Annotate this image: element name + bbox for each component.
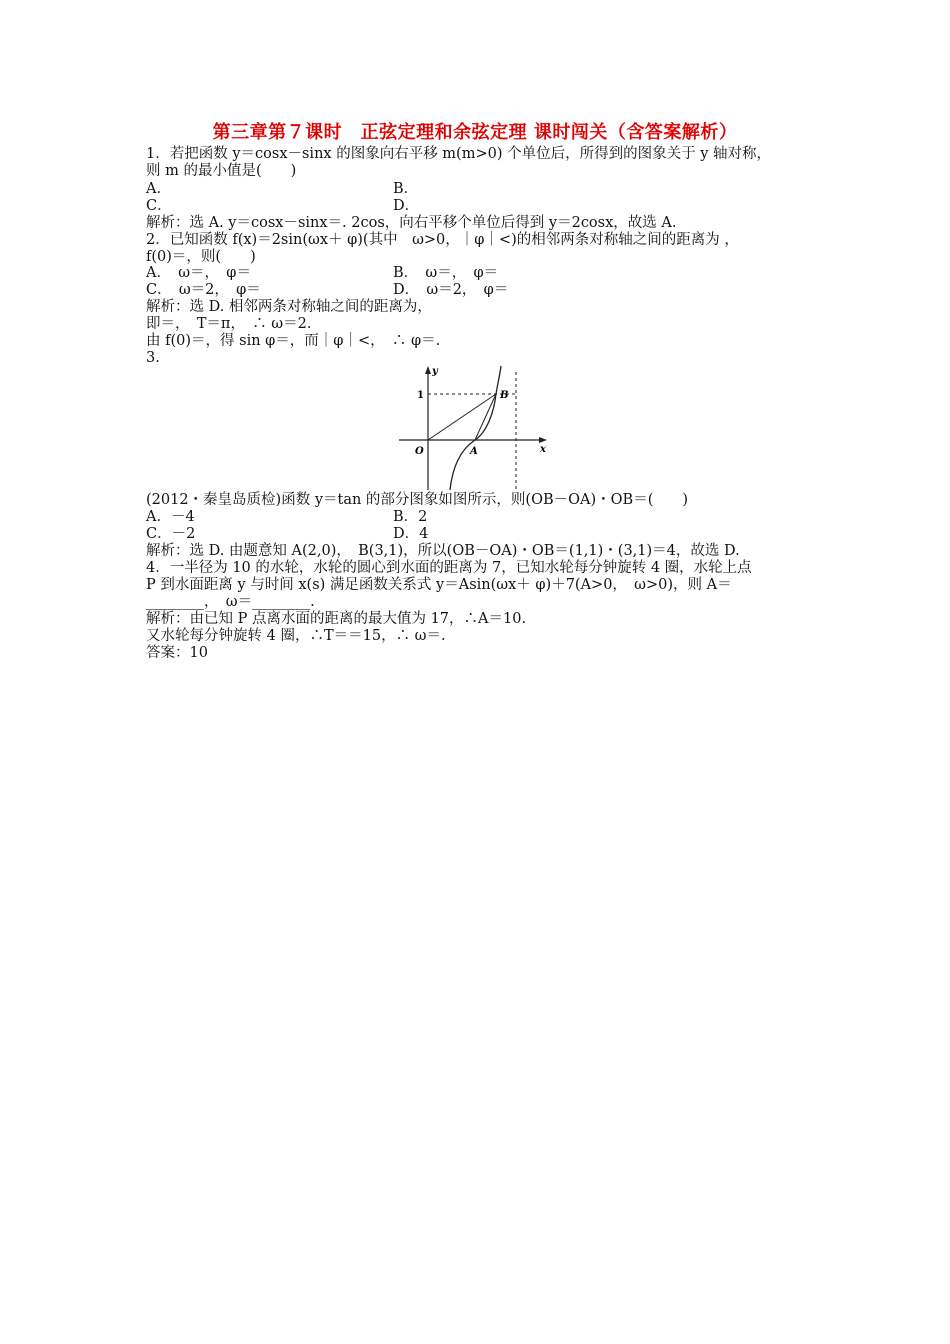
q4-solution-2: 又水轮每分钟旋转 4 圈，∴T＝＝15，∴ ω＝. [146, 628, 446, 644]
q2-option-b: B． ω＝， φ＝ [393, 265, 499, 281]
q1-option-c: C． [146, 198, 172, 214]
q1-option-d: D． [393, 198, 420, 214]
q2-solution-1: 解析：选 D. 相邻两条对称轴之间的距离为， [146, 299, 432, 315]
q3-option-b: B．2 [393, 509, 428, 525]
page-title: 第三章第７课时 正弦定理和余弦定理 课时闯关（含答案解析） [212, 122, 738, 143]
y-axis-arrow-icon [425, 366, 431, 374]
q2-line-1: 2．已知函数 f(x)＝2sin(ωx＋ φ)(其中 ω>0，｜φ｜<)的相邻两条对称轴之间的距离为 ， [146, 232, 739, 248]
q3-number: 3. [146, 350, 160, 366]
q4-line-2: P 到水面距离 y 与时间 x(s) 满足函数关系式 y＝Asin(ωx＋ φ)＋7(A>0， ω>0)，则 A＝ [146, 577, 732, 593]
tangent-graph-figure [395, 362, 555, 494]
q3-option-c: C．－2 [146, 526, 196, 542]
q1-solution: 解析：选 A. y＝cosx－sinx＝. 2cos，向右平移个单位后得到 y＝2cosx，故选 A. [146, 215, 677, 231]
origin-label: O [415, 446, 424, 457]
q2-solution-2: 即＝， T＝π， ∴ ω＝2. [146, 316, 312, 332]
q1-line-1: 1．若把函数 y＝cosx－sinx 的图象向右平移 m(m>0) 个单位后，所得到的图象关于 y 轴对称， [146, 146, 772, 162]
q3-line-1: (2012・秦皇岛质检)函数 y＝tan 的部分图象如图所示，则(OB－OA)・OB＝( ) [146, 492, 689, 508]
point-b-label: B [500, 390, 509, 401]
q4-answer: 答案：10 [146, 645, 208, 661]
q1-line-2: 则 m 的最小值是( ) [146, 163, 297, 179]
y-axis-label: y [432, 366, 438, 377]
q2-option-d: D． ω＝2， φ＝ [393, 282, 509, 298]
x-axis-label: x [540, 444, 546, 455]
q1-option-a: A． [146, 181, 171, 197]
q2-option-a: A． ω＝， φ＝ [146, 265, 251, 281]
tangent-curve [450, 366, 501, 490]
q2-line-2: f(0)＝，则( ) [146, 249, 256, 265]
q2-solution-3: 由 f(0)＝，得 sin φ＝，而｜φ｜<， ∴ φ＝. [146, 333, 441, 349]
q2-option-c: C． ω＝2， φ＝ [146, 282, 261, 298]
point-a-label: A [470, 446, 478, 457]
tick-label-1: 1 [417, 390, 424, 401]
x-axis-arrow-icon [539, 437, 547, 443]
q4-line-1: 4．一半径为 10 的水轮，水轮的圆心到水面的距离为 7，已知水轮每分钟旋转 4 圈，水轮上点 [146, 560, 752, 576]
q4-solution-1: 解析：由已知 P 点离水面的距离的最大值为 17，∴A＝10. [146, 611, 527, 627]
q3-option-d: D．4 [393, 526, 429, 542]
q3-solution: 解析：选 D. 由题意知 A(2,0)， B(3,1)，所以(OB－OA)・OB＝(1,1)・(3,1)＝4，故选 D. [146, 543, 740, 559]
q1-option-b: B． [393, 181, 419, 197]
q4-line-3: ________， ω＝________. [146, 594, 315, 610]
q3-option-a: A．－4 [146, 509, 195, 525]
